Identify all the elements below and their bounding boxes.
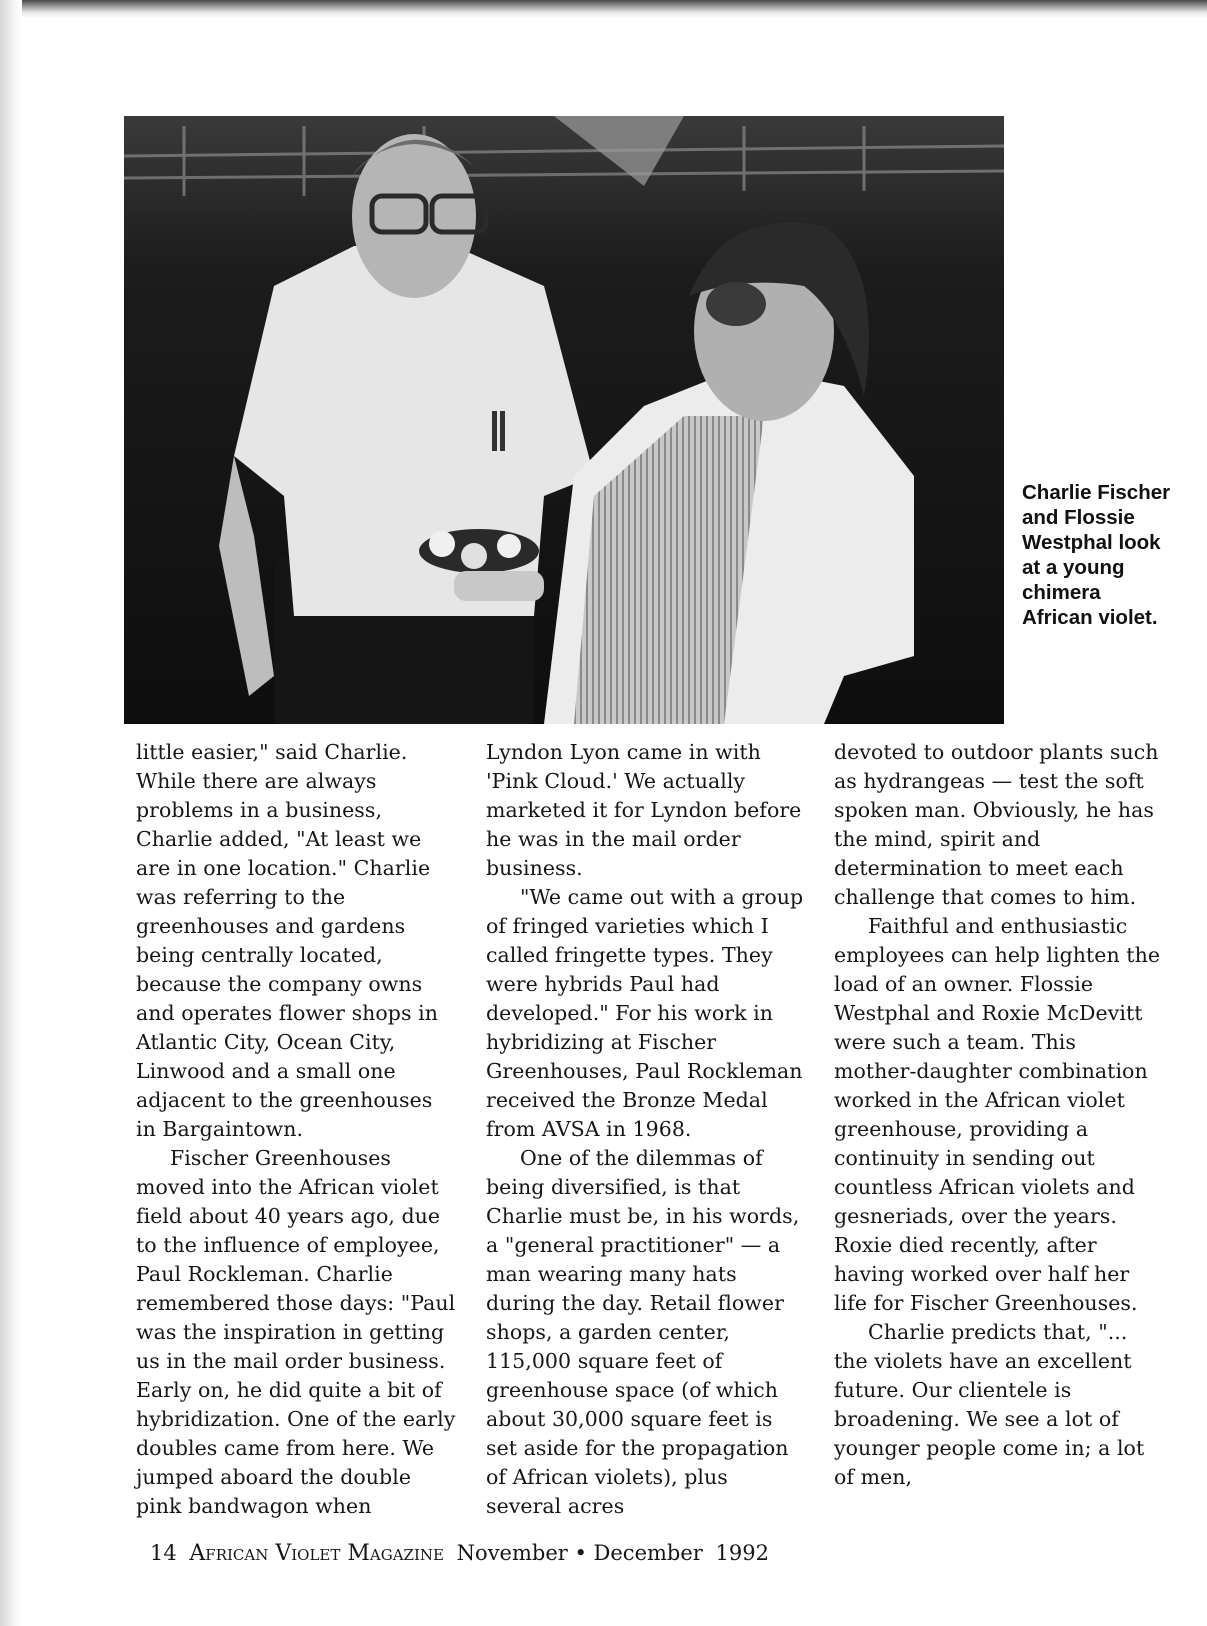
article-column-2 — [486, 738, 806, 1521]
photo-illustration — [124, 116, 1004, 724]
page-number: 14 — [150, 1541, 177, 1565]
article-column-3 — [834, 738, 1164, 1492]
page-top-edge — [0, 0, 1207, 18]
paragraph: Lyndon Lyon came in with 'Pink Cloud.' We actually marketed it for Lyndon before he was in the mail order business. — [486, 740, 802, 880]
issue-months: November • December — [456, 1541, 703, 1565]
page-binding-shadow — [0, 0, 22, 1626]
magazine-name: African Violet Magazine — [189, 1541, 444, 1566]
issue-year: 1992 — [715, 1541, 769, 1565]
paragraph: devoted to outdoor plants such as hydrangeas — test the soft spoken man. Obviously, he has the mind, spirit and determination to meet each challenge that comes to him. — [834, 740, 1159, 909]
paragraph: Faithful and enthusiastic employees can help lighten the load of an owner. Flossie Westphal and Roxie McDevitt were such a team. This mother-daughter combination worked in the African violet greenhouse, providing a continuity in sending out countless African violets and gesneriads, over the years. Roxie died recently, after having worked over half her life for Fischer Greenhouses. — [834, 914, 1161, 1315]
article-column-1 — [136, 738, 456, 1521]
paragraph: One of the dilemmas of being diversified, is that Charlie must be, in his words, a "general practitioner" — a man wearing many hats during the day. Retail flower shops, a garden center, 115,000 square feet of greenhouse space (of which about 30,000 square feet is set aside for the propagation of African violets), plus several acres — [486, 1146, 800, 1518]
paragraph: little easier," said Charlie. While there are always problems in a business, Charlie added, "At least we are in one location." Charlie was referring to the greenhouses and gardens being centrally located, because the company owns and operates flower shops in Atlantic City, Ocean City, Linwood and a small one adjacent to the greenhouses in Bargaintown. — [136, 740, 438, 1141]
paragraph: "We came out with a group of fringed varieties which I called fringette types. They were hybrids Paul had developed." For his work in hybridizing at Fischer Greenhouses, Paul Rockleman received the Bronze Medal from AVSA in 1968. — [486, 885, 804, 1141]
paragraph: Fischer Greenhouses moved into the African violet field about 40 years ago, due to the influence of employee, Paul Rockleman. Charlie remembered those days: "Paul was the inspiration in getting us in the mail order business. Early on, he did quite a bit of hybridization. One of the early doubles came from here. We jumped aboard the double pink bandwagon when — [136, 1146, 456, 1518]
article-photo — [124, 116, 1004, 724]
paragraph: Charlie predicts that, "... the violets have an excellent future. Our clientele is broadening. We see a lot of younger people come in; a lot of men, — [834, 1320, 1145, 1489]
page-footer — [150, 1541, 775, 1566]
photo-caption: Charlie Fischer and Flossie Westphal look at a young chimera African violet. — [1022, 481, 1171, 629]
